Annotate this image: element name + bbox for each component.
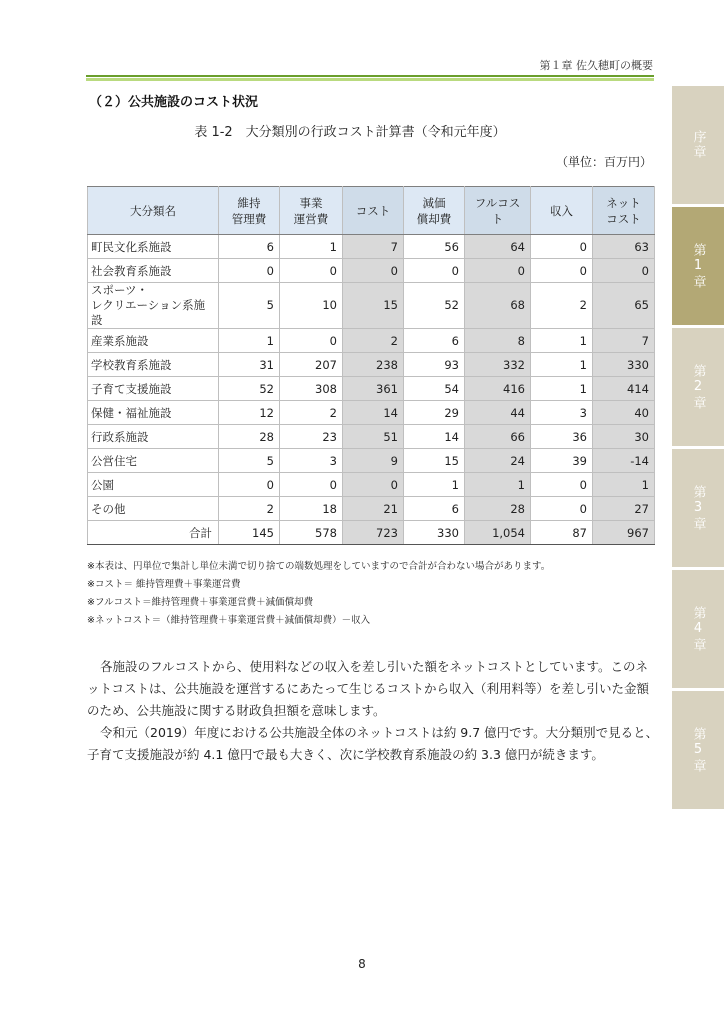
table-cell: 14 — [404, 425, 465, 449]
row-category-name: スポーツ・ レクリエーション系施設 — [88, 283, 219, 329]
chapter-tabs — [672, 86, 724, 812]
table-cell: 12 — [219, 401, 280, 425]
table-cell: 36 — [531, 425, 593, 449]
table-cell: 7 — [343, 235, 404, 259]
chapter-tab[interactable] — [672, 328, 724, 446]
table-row — [88, 329, 655, 353]
table-caption-wrap — [0, 121, 724, 140]
table-caption: 表 1-2 大分類別の行政コスト計算書（令和元年度） — [194, 125, 506, 140]
total-cell: 1,054 — [465, 521, 531, 545]
table-cell: 28 — [465, 497, 531, 521]
table-cell: 18 — [280, 497, 343, 521]
total-cell: 87 — [531, 521, 593, 545]
table-cell: 1 — [219, 329, 280, 353]
body-text — [87, 656, 659, 766]
col-header-category: 大分類名 — [88, 187, 219, 235]
table-body — [88, 235, 655, 545]
table-row — [88, 377, 655, 401]
table-cell: 0 — [280, 473, 343, 497]
table-cell: 308 — [280, 377, 343, 401]
table-header-row — [88, 187, 655, 235]
chapter-tab[interactable] — [672, 449, 724, 567]
table-cell: 1 — [531, 377, 593, 401]
row-category-name: 公園 — [88, 473, 219, 497]
table-cell: 15 — [404, 449, 465, 473]
table-cell: 66 — [465, 425, 531, 449]
total-cell: 578 — [280, 521, 343, 545]
table-cell: 0 — [531, 259, 593, 283]
table-cell: 29 — [404, 401, 465, 425]
chapter-tab[interactable] — [672, 570, 724, 688]
table-row — [88, 259, 655, 283]
table-cell: 414 — [593, 377, 655, 401]
total-cell: 967 — [593, 521, 655, 545]
table-row — [88, 235, 655, 259]
table-cell: 7 — [593, 329, 655, 353]
body-paragraph: 各施設のフルコストから、使用料などの収入を差し引いた額をネットコストとしています。このネットコストは、公共施設を運営するにあたって生じるコストから収入（利用料等）を差し引いた金額のため、公共施設に関する財政負担額を意味します。 — [87, 659, 650, 718]
table-cell: 65 — [593, 283, 655, 329]
table-cell: 0 — [280, 329, 343, 353]
table-row — [88, 353, 655, 377]
note-line: ※ネットコスト＝（維持管理費＋事業運営費＋減価償却費）－収入 — [87, 615, 371, 626]
cost-table — [87, 186, 655, 545]
chapter-tab-label: 第3章 — [690, 484, 706, 532]
total-cell: 723 — [343, 521, 404, 545]
table-cell: 5 — [219, 283, 280, 329]
table-cell: 8 — [465, 329, 531, 353]
table-row — [88, 283, 655, 329]
table-cell: 6 — [404, 329, 465, 353]
table-cell: 2 — [343, 329, 404, 353]
table-cell: 0 — [531, 235, 593, 259]
table-cell: 332 — [465, 353, 531, 377]
table-cell: 0 — [219, 473, 280, 497]
table-cell: 0 — [465, 259, 531, 283]
total-cell: 145 — [219, 521, 280, 545]
table-row — [88, 473, 655, 497]
col-header-full-cost: フルコスト — [465, 187, 531, 235]
table-cell: 23 — [280, 425, 343, 449]
chapter-tab-label: 第1章 — [690, 242, 706, 290]
table-cell: 28 — [219, 425, 280, 449]
table-cell: 1 — [531, 353, 593, 377]
header-rule-light — [86, 78, 654, 81]
col-header-cost: コスト — [343, 187, 404, 235]
chapter-tab[interactable] — [672, 86, 724, 204]
table-cell: 15 — [343, 283, 404, 329]
chapter-tab-label: 第2章 — [690, 363, 706, 411]
table-cell: 207 — [280, 353, 343, 377]
chapter-tab[interactable] — [672, 207, 724, 325]
table-cell: 0 — [593, 259, 655, 283]
row-category-name: 社会教育系施設 — [88, 259, 219, 283]
col-header-maintenance: 維持 管理費 — [219, 187, 280, 235]
table-cell: 5 — [219, 449, 280, 473]
table-cell: 14 — [343, 401, 404, 425]
table-cell: 0 — [219, 259, 280, 283]
chapter-tab-label: 序章 — [690, 130, 706, 160]
table-cell: 93 — [404, 353, 465, 377]
row-category-name: 子育て支援施設 — [88, 377, 219, 401]
row-category-name: 公営住宅 — [88, 449, 219, 473]
chapter-tab-label: 第4章 — [690, 605, 706, 653]
table-cell: 30 — [593, 425, 655, 449]
table-cell: 0 — [343, 473, 404, 497]
table-cell: 3 — [280, 449, 343, 473]
table-row — [88, 497, 655, 521]
table-cell: 21 — [343, 497, 404, 521]
table-cell: 64 — [465, 235, 531, 259]
note-line: ※本表は、円単位で集計し単位未満で切り捨ての端数処理をしていますので合計が合わない場合があります。 — [87, 561, 551, 572]
table-cell: 52 — [404, 283, 465, 329]
table-cell: 330 — [593, 353, 655, 377]
page-number: 8 — [358, 957, 366, 971]
table-cell: 10 — [280, 283, 343, 329]
row-category-name: 産業系施設 — [88, 329, 219, 353]
table-cell: 51 — [343, 425, 404, 449]
table-cell: 238 — [343, 353, 404, 377]
row-category-name: 学校教育系施設 — [88, 353, 219, 377]
table-cell: 68 — [465, 283, 531, 329]
table-notes — [87, 558, 550, 630]
table-cell: 27 — [593, 497, 655, 521]
chapter-tab-label: 第5章 — [690, 726, 706, 774]
header-rule-dark — [86, 75, 654, 77]
table-cell: 1 — [404, 473, 465, 497]
table-cell: 6 — [404, 497, 465, 521]
table-cell: 361 — [343, 377, 404, 401]
col-header-revenue: 収入 — [531, 187, 593, 235]
table-cell: 0 — [531, 473, 593, 497]
table-cell: 31 — [219, 353, 280, 377]
body-paragraph: 令和元（2019）年度における公共施設全体のネットコストは約 9.7 億円です。大分類別で見ると、子育て支援施設が約 4.1 億円で最も大きく、次に学校教育系施設の約 3.3 億円が続きます。 — [87, 725, 659, 762]
table-cell: 40 — [593, 401, 655, 425]
chapter-tab[interactable] — [672, 691, 724, 809]
note-line: ※フルコスト＝維持管理費＋事業運営費＋減価償却費 — [87, 597, 314, 608]
table-total-row — [88, 521, 655, 545]
table-cell: 56 — [404, 235, 465, 259]
table-cell: 39 — [531, 449, 593, 473]
table-cell: 1 — [465, 473, 531, 497]
table-row — [88, 425, 655, 449]
table-cell: 63 — [593, 235, 655, 259]
row-category-name: 行政系施設 — [88, 425, 219, 449]
total-label: 合計 — [88, 521, 219, 545]
table-cell: 24 — [465, 449, 531, 473]
table-cell: 1 — [280, 235, 343, 259]
table-cell: -14 — [593, 449, 655, 473]
note-line: ※コスト＝ 維持管理費＋事業運営費 — [87, 579, 241, 590]
table-row — [88, 449, 655, 473]
table-cell: 2 — [280, 401, 343, 425]
running-header: 第１章 佐久穂町の概要 — [539, 59, 653, 72]
table-cell: 6 — [219, 235, 280, 259]
table-cell: 54 — [404, 377, 465, 401]
total-cell: 330 — [404, 521, 465, 545]
table-cell: 0 — [280, 259, 343, 283]
col-header-net-cost: ネット コスト — [593, 187, 655, 235]
table-cell: 52 — [219, 377, 280, 401]
table-cell: 0 — [531, 497, 593, 521]
section-title: （２）公共施設のコスト状況 — [89, 95, 259, 110]
row-category-name: 保健・福祉施設 — [88, 401, 219, 425]
col-header-depreciation: 減価 償却費 — [404, 187, 465, 235]
table-cell: 2 — [219, 497, 280, 521]
row-category-name: 町民文化系施設 — [88, 235, 219, 259]
table-cell: 1 — [531, 329, 593, 353]
table-cell: 0 — [404, 259, 465, 283]
table-cell: 2 — [531, 283, 593, 329]
table-row — [88, 401, 655, 425]
table-cell: 9 — [343, 449, 404, 473]
col-header-operation: 事業 運営費 — [280, 187, 343, 235]
table-cell: 1 — [593, 473, 655, 497]
table-cell: 0 — [343, 259, 404, 283]
table-cell: 3 — [531, 401, 593, 425]
unit-label: （単位：百万円） — [555, 155, 652, 169]
table-cell: 44 — [465, 401, 531, 425]
table-cell: 416 — [465, 377, 531, 401]
row-category-name: その他 — [88, 497, 219, 521]
